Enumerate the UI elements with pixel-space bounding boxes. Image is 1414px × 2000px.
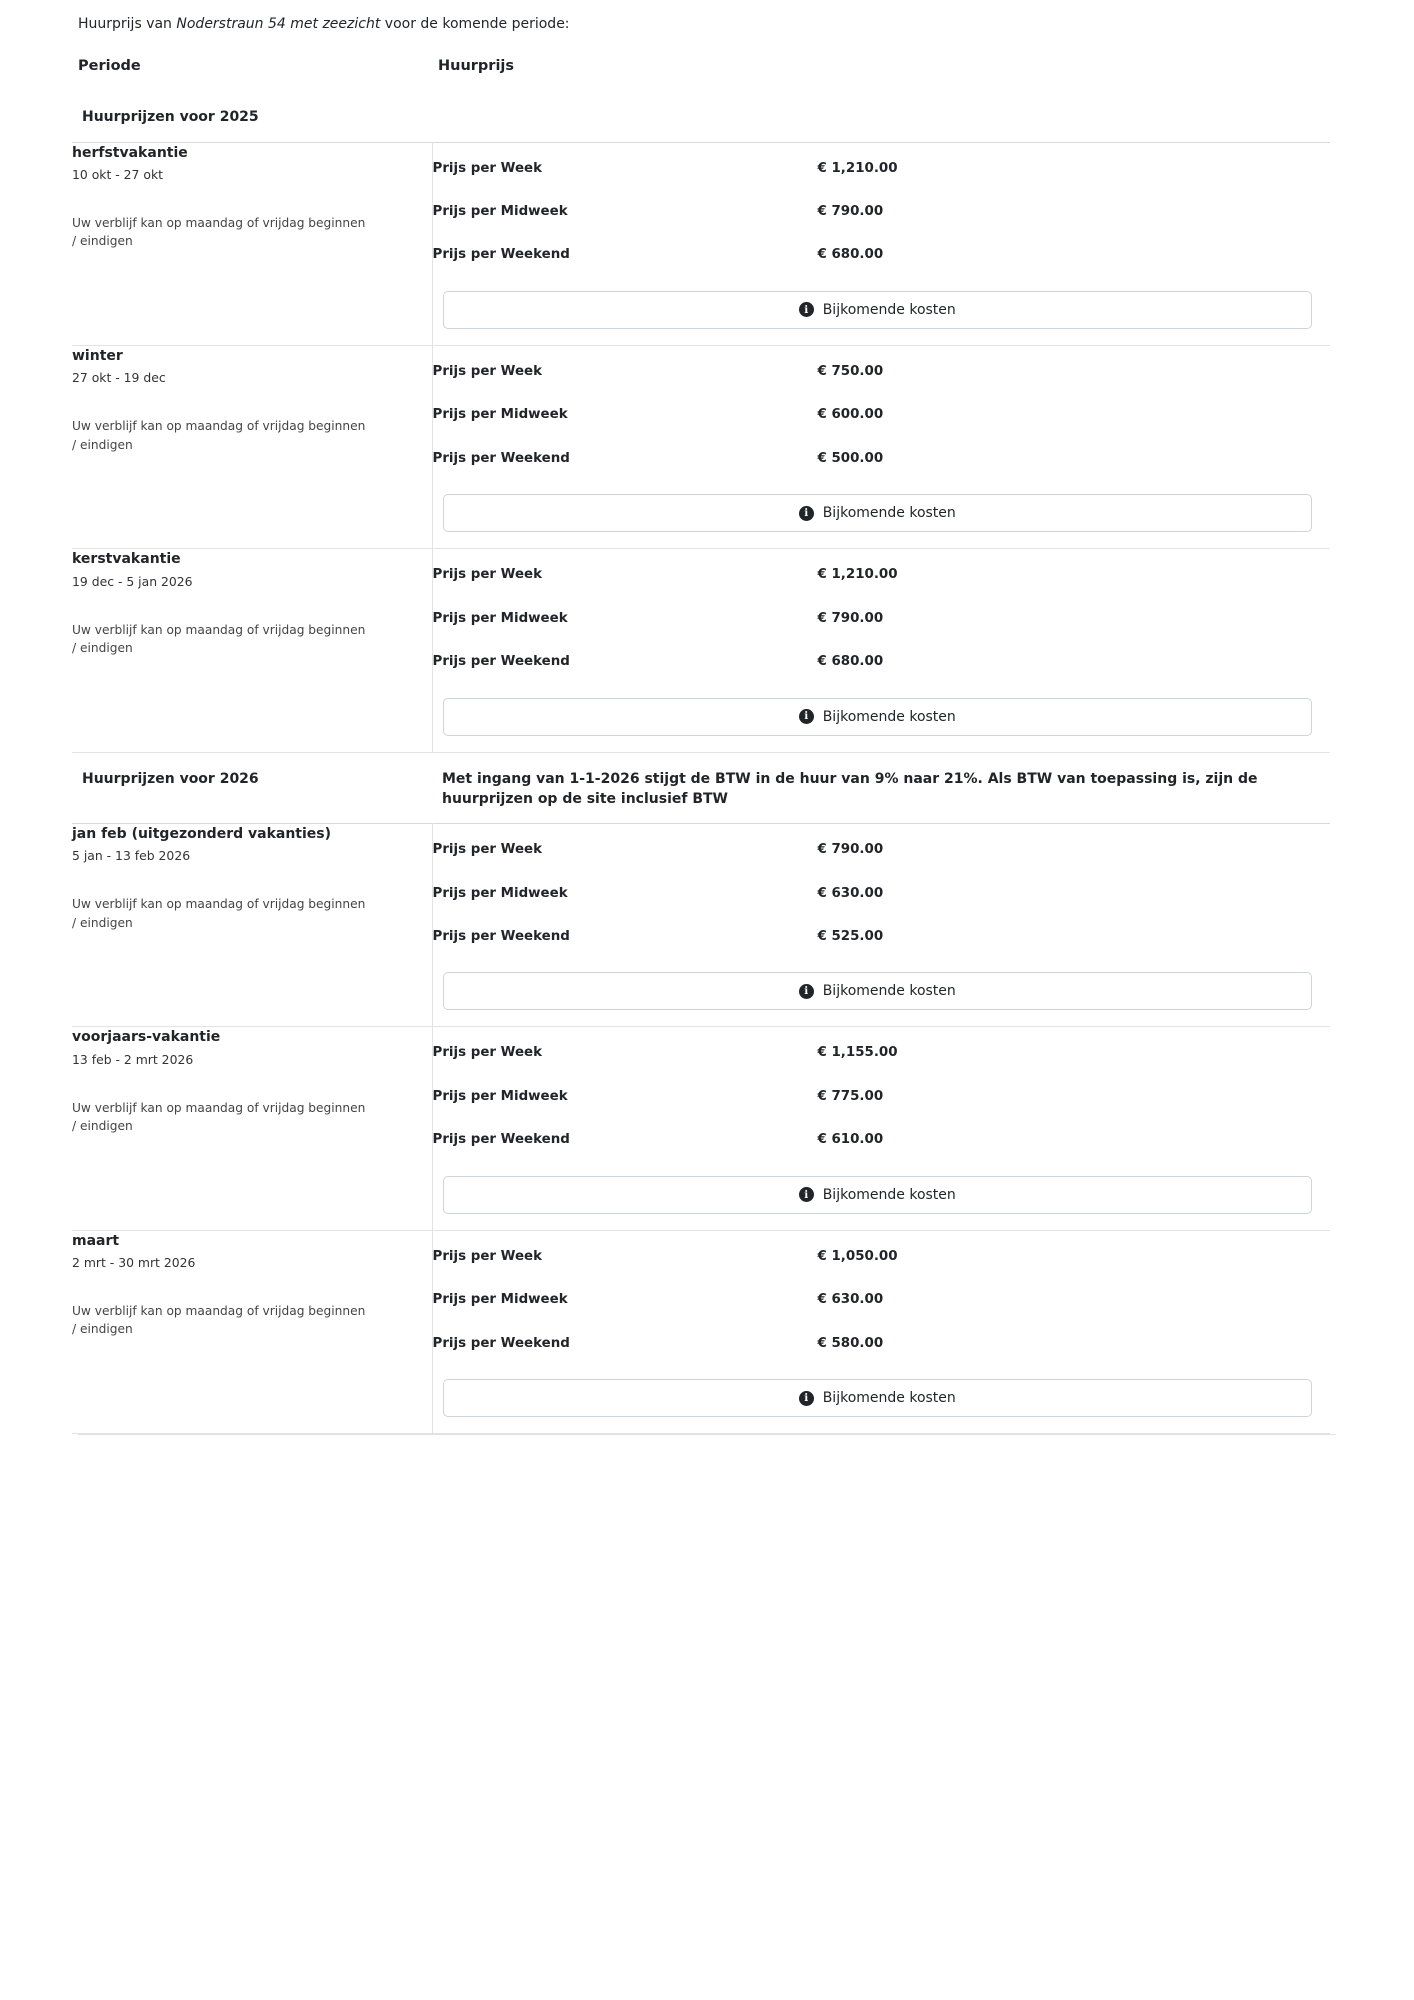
period-note: Uw verblijf kan op maandag of vrijdag beginnen / eindigen — [72, 897, 366, 930]
section-note — [432, 91, 1330, 142]
price-value: € 580.00 — [817, 1335, 884, 1351]
info-icon: i — [799, 1187, 814, 1202]
extra-costs-label: Bijkomende kosten — [822, 708, 956, 725]
extra-costs-button[interactable] — [443, 291, 1313, 329]
price-row — [433, 1110, 1331, 1163]
extra-costs-row — [433, 279, 1331, 345]
price-label: Prijs per Midweek — [432, 610, 568, 626]
period-name: maart — [72, 1232, 120, 1249]
prices-cell — [432, 345, 1330, 548]
price-label: Prijs per Weekend — [432, 1335, 570, 1351]
extra-costs-button[interactable] — [443, 972, 1313, 1010]
extra-costs-label: Bijkomende kosten — [822, 301, 956, 318]
table-row — [72, 824, 1330, 1027]
table-row — [72, 1027, 1330, 1230]
price-row — [433, 429, 1331, 482]
period-dates: 5 jan - 13 feb 2026 — [72, 848, 191, 864]
price-row — [433, 225, 1331, 278]
extra-costs-cell — [433, 279, 1331, 345]
info-icon: i — [799, 1391, 814, 1406]
price-value: € 630.00 — [817, 885, 884, 901]
prices-cell — [432, 142, 1330, 345]
period-note: Uw verblijf kan op maandag of vrijdag beginnen / eindigen — [72, 1100, 366, 1134]
price-value: € 500.00 — [817, 450, 884, 466]
extra-costs-button[interactable] — [443, 1176, 1313, 1214]
rental-price-document — [72, 14, 1330, 1435]
period-cell — [72, 345, 432, 548]
column-header-price: Huurprijs — [438, 58, 515, 75]
table-body — [72, 91, 1330, 1433]
price-label: Prijs per Weekend — [432, 654, 570, 670]
extra-costs-label: Bijkomende kosten — [822, 1390, 956, 1407]
extra-costs-button[interactable] — [443, 494, 1313, 532]
section-title: Huurprijzen voor 2025 — [82, 109, 259, 126]
price-value: € 1,210.00 — [817, 567, 898, 583]
price-value: € 600.00 — [817, 407, 884, 423]
period-name: herfstvakantie — [72, 144, 188, 161]
extra-costs-button[interactable] — [443, 698, 1313, 736]
prices-cell — [432, 1027, 1330, 1230]
price-value: € 610.00 — [817, 1132, 884, 1148]
period-note: Uw verblijf kan op maandag of vrijdag beginnen / eindigen — [72, 419, 366, 452]
period-dates: 19 dec - 5 jan 2026 — [72, 573, 193, 589]
price-label: Prijs per Midweek — [432, 407, 568, 423]
price-label: Prijs per Midweek — [432, 1088, 568, 1104]
section-note: Met ingang van 1-1-2026 stijgt de BTW in de huur van 9% naar 21%. Als BTW van toepassing is, zijn de huurprijzen op de site inclusief BTW — [442, 770, 1258, 807]
property-name: Noderstraun 54 met zeezicht — [176, 16, 381, 32]
prices-cell — [432, 1230, 1330, 1433]
extra-costs-row — [433, 482, 1331, 548]
prices-grid — [433, 143, 1331, 345]
table-row — [72, 549, 1330, 752]
table-row — [72, 345, 1330, 548]
period-name: winter — [72, 347, 123, 364]
price-value: € 790.00 — [817, 842, 884, 858]
price-row — [433, 1270, 1331, 1313]
prices-grid — [433, 1231, 1331, 1433]
price-value: € 1,155.00 — [817, 1045, 898, 1061]
prices-cell — [432, 824, 1330, 1027]
period-note: Uw verblijf kan op maandag of vrijdag beginnen / eindigen — [72, 1304, 366, 1337]
price-value: € 525.00 — [817, 929, 884, 945]
period-name: voorjaars-vakantie — [72, 1029, 221, 1046]
price-label: Prijs per Week — [432, 567, 543, 583]
price-value: € 790.00 — [817, 610, 884, 626]
price-row — [433, 385, 1331, 428]
price-row — [433, 824, 1331, 863]
price-row — [433, 182, 1331, 225]
price-row — [433, 143, 1331, 182]
period-cell — [72, 1230, 432, 1433]
period-cell — [72, 549, 432, 752]
price-value: € 630.00 — [817, 1292, 884, 1308]
section-heading-row — [72, 91, 1330, 142]
section-heading-row — [72, 752, 1330, 824]
price-row — [433, 632, 1331, 685]
period-name: kerstvakantie — [72, 551, 181, 568]
period-dates: 10 okt - 27 okt — [72, 166, 163, 182]
price-row — [433, 549, 1331, 588]
price-label: Prijs per Week — [432, 1045, 543, 1061]
info-icon: i — [799, 302, 814, 317]
price-label: Prijs per Week — [432, 363, 543, 379]
intro-text — [72, 14, 1330, 34]
intro-prefix: Huurprijs van — [78, 16, 177, 32]
rental-price-table — [72, 56, 1330, 1434]
prices-grid — [433, 346, 1331, 548]
table-row — [72, 142, 1330, 345]
extra-costs-cell — [433, 1367, 1331, 1433]
extra-costs-row — [433, 686, 1331, 752]
price-value: € 1,210.00 — [817, 160, 898, 176]
price-label: Prijs per Weekend — [432, 929, 570, 945]
extra-costs-label: Bijkomende kosten — [822, 505, 956, 522]
info-icon: i — [799, 506, 814, 521]
prices-grid — [433, 549, 1331, 751]
price-row — [433, 346, 1331, 385]
table-header-row — [72, 56, 1330, 91]
period-note: Uw verblijf kan op maandag of vrijdag beginnen / eindigen — [72, 622, 366, 655]
price-row — [433, 864, 1331, 907]
price-label: Prijs per Week — [432, 1248, 543, 1264]
extra-costs-row — [433, 1367, 1331, 1433]
price-value: € 750.00 — [817, 363, 884, 379]
info-icon: i — [799, 984, 814, 999]
price-row — [433, 1027, 1331, 1066]
price-label: Prijs per Week — [432, 160, 543, 176]
prices-cell — [432, 549, 1330, 752]
price-value: € 775.00 — [817, 1088, 884, 1104]
period-name: jan feb (uitgezonderd vakanties) — [72, 826, 332, 843]
period-cell — [72, 142, 432, 345]
price-label: Prijs per Midweek — [432, 1292, 568, 1308]
info-icon: i — [799, 709, 814, 724]
table-row — [72, 1230, 1330, 1433]
period-cell — [72, 824, 432, 1027]
period-cell — [72, 1027, 432, 1230]
period-note: Uw verblijf kan op maandag of vrijdag beginnen / eindigen — [72, 215, 366, 249]
price-label: Prijs per Week — [432, 842, 543, 858]
price-row — [433, 1067, 1331, 1110]
price-value: € 680.00 — [817, 247, 884, 263]
price-value: € 680.00 — [817, 654, 884, 670]
extra-costs-cell — [433, 1164, 1331, 1230]
price-row — [433, 589, 1331, 632]
price-label: Prijs per Weekend — [432, 450, 570, 466]
extra-costs-row — [433, 960, 1331, 1026]
extra-costs-cell — [433, 482, 1331, 548]
period-dates: 13 feb - 2 mrt 2026 — [72, 1051, 194, 1067]
price-value: € 790.00 — [817, 204, 884, 220]
price-label: Prijs per Midweek — [432, 885, 568, 901]
extra-costs-cell — [433, 686, 1331, 752]
price-label: Prijs per Weekend — [432, 1132, 570, 1148]
extra-costs-cell — [433, 960, 1331, 1026]
prices-grid — [433, 824, 1331, 1026]
price-label: Prijs per Midweek — [432, 204, 568, 220]
extra-costs-label: Bijkomende kosten — [822, 1186, 956, 1203]
extra-costs-button[interactable] — [443, 1379, 1313, 1417]
price-label: Prijs per Weekend — [432, 247, 570, 263]
price-row — [433, 1231, 1331, 1270]
column-header-period: Periode — [78, 58, 141, 75]
period-dates: 27 okt - 19 dec — [72, 370, 166, 386]
extra-costs-row — [433, 1164, 1331, 1230]
intro-suffix: voor de komende periode: — [380, 16, 570, 32]
price-row — [433, 1314, 1331, 1367]
bottom-divider — [78, 1434, 1336, 1435]
prices-grid — [433, 1027, 1331, 1229]
price-value: € 1,050.00 — [817, 1248, 898, 1264]
section-title: Huurprijzen voor 2026 — [82, 770, 259, 787]
extra-costs-label: Bijkomende kosten — [822, 983, 956, 1000]
period-dates: 2 mrt - 30 mrt 2026 — [72, 1255, 196, 1271]
price-row — [433, 907, 1331, 960]
